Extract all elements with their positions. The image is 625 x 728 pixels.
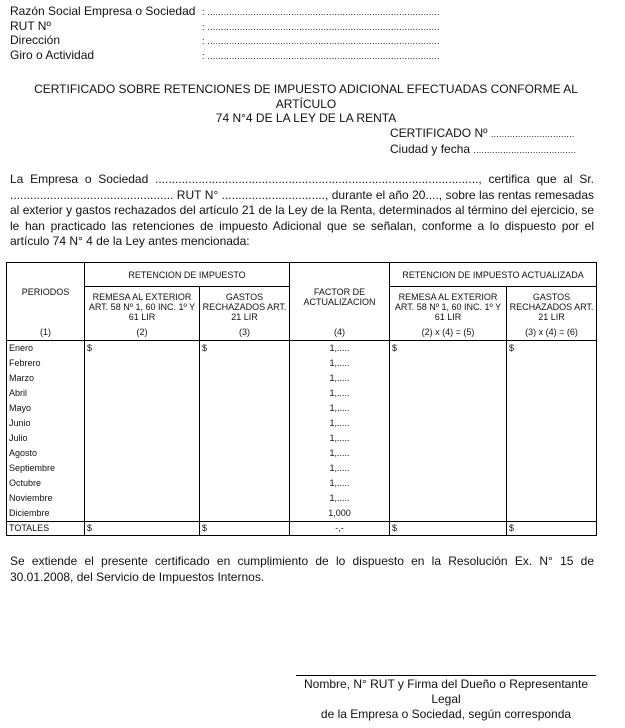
- factor-value: 1,.....: [329, 463, 350, 473]
- certificate-number-label: CERTIFICADO Nº: [390, 126, 488, 140]
- factor-value: 1,.....: [329, 403, 350, 413]
- month-label: Febrero: [9, 358, 41, 368]
- periodos-header-top: [7, 263, 85, 287]
- col-number-3: (3): [200, 327, 290, 341]
- field-value: : ......................................................................................: [202, 21, 440, 32]
- signature-line-1: Nombre, N° RUT y Firma del Dueño o Representante Legal: [303, 677, 589, 706]
- remesa-act-values-cell[interactable]: [390, 341, 507, 522]
- city-date-dots: ......................................: [473, 145, 577, 155]
- factor-value: 1,.....: [329, 418, 350, 428]
- total-remesa-act[interactable]: $: [390, 522, 507, 536]
- field-value: : ......................................................................................: [202, 7, 440, 17]
- month-label: Noviembre: [9, 493, 53, 503]
- city-date: [390, 142, 576, 158]
- month-label: Enero: [9, 343, 34, 353]
- currency-symbol: $: [392, 343, 398, 353]
- city-date-label: Ciudad y fecha: [390, 142, 471, 156]
- document-title: [6, 82, 606, 126]
- month-label: Junio: [9, 418, 31, 428]
- factor-value: 1,.....: [329, 478, 350, 488]
- col-number-1: (1): [7, 327, 85, 341]
- factor-value: 1,.....: [329, 358, 350, 368]
- factor-header-top: [290, 263, 390, 287]
- currency-symbol: $: [509, 343, 515, 353]
- certificate-info: [390, 126, 576, 158]
- month-label: Diciembre: [9, 508, 50, 518]
- factor-value: 1,.....: [329, 493, 350, 503]
- col-header-remesa-act: REMESA AL EXTERIOR ART. 58 Nº 1, 60 INC. 1º Y 61 LIR: [390, 287, 507, 327]
- field-label: Razón Social Empresa o Sociedad: [10, 4, 196, 18]
- title-line-2: 74 N°4 DE LA LEY DE LA RENTA: [215, 111, 397, 125]
- col-header-periodos: PERIODOS: [7, 287, 85, 327]
- field-value: : ......................................................................................: [202, 50, 440, 61]
- factor-value: 1,.....: [329, 343, 350, 353]
- group-header-actualizada: RETENCION DE IMPUESTO ACTUALIZADA: [390, 263, 597, 287]
- field-value: : ......................................................................................: [202, 36, 440, 46]
- signature-block: [296, 677, 596, 722]
- total-gastos-act[interactable]: $: [507, 522, 597, 536]
- month-label: Agosto: [9, 448, 38, 458]
- intro-paragraph: La Empresa o Sociedad ................................................................................................., certifica que al Sr. ................................................. RUT N° ..............................., durante el año 20...., sobre las rentas remesadas al exterior y gastos rechazados del artículo 21 de la Ley de la Renta, determinados al término del ejercicio, se le han practicado las retenciones de impuesto Adicional que se señalan, conforme a lo dispuesto por el artículo 74 N° 4 de la Ley antes mencionada:: [10, 172, 594, 248]
- footer-paragraph: Se extiende el presente certificado en cumplimiento de lo dispuesto en la Resolución Ex. N° 15 de 30.01.2008, del Servicio de Impuestos Internos.: [10, 554, 594, 584]
- factor-value: 1,000: [328, 508, 351, 518]
- gastos-act-values-cell[interactable]: [507, 341, 597, 522]
- total-gastos[interactable]: $: [200, 522, 290, 536]
- currency-symbol: $: [87, 343, 93, 353]
- month-label: Marzo: [9, 373, 35, 383]
- total-remesa[interactable]: $: [85, 522, 200, 536]
- totals-label: TOTALES: [7, 522, 85, 536]
- field-rut: [10, 19, 440, 34]
- signature-line: [296, 675, 596, 676]
- col-number-2: (2): [85, 327, 200, 341]
- header-fields: [10, 4, 440, 62]
- factors-cell: [290, 341, 390, 522]
- field-giro: [10, 48, 440, 63]
- field-razon-social: [10, 4, 440, 19]
- month-label: Septiembre: [9, 463, 56, 473]
- certificate-number-dots: ...............................: [490, 129, 575, 139]
- factor-value: 1,.....: [329, 373, 350, 383]
- remesa-values-cell[interactable]: [85, 341, 200, 522]
- field-direccion: [10, 33, 440, 48]
- factor-value: 1,.....: [329, 433, 350, 443]
- col-header-factor: FACTOR DE ACTUALIZACION: [290, 287, 390, 327]
- certificate-number: [390, 126, 576, 142]
- group-header-retencion: RETENCION DE IMPUESTO: [85, 263, 290, 287]
- col-number-6: (3) x (4) = (6): [507, 327, 597, 341]
- month-label: Abril: [9, 388, 28, 398]
- field-label: Giro o Actividad: [10, 47, 95, 62]
- gastos-values-cell[interactable]: [200, 341, 290, 522]
- factor-value: 1,.....: [329, 448, 350, 458]
- total-factor: -,-: [290, 522, 390, 536]
- field-label: Dirección: [10, 33, 61, 47]
- field-label: RUT Nº: [10, 18, 51, 33]
- month-label: Octubre: [9, 478, 42, 488]
- col-number-4: (4): [290, 327, 390, 341]
- currency-symbol: $: [202, 343, 208, 353]
- month-label: Julio: [9, 433, 28, 443]
- month-label: Mayo: [9, 403, 32, 413]
- retention-table: [6, 262, 597, 536]
- col-header-gastos: GASTOS RECHAZADOS ART. 21 LIR: [200, 287, 290, 327]
- col-header-gastos-act: GASTOS RECHAZADOS ART. 21 LIR: [507, 287, 597, 327]
- factor-value: 1,.....: [329, 388, 350, 398]
- col-header-remesa: REMESA AL EXTERIOR ART. 58 Nº 1, 60 INC. 1º Y 61 LIR: [85, 287, 200, 327]
- signature-line-2: de la Empresa o Sociedad, según corresponda: [320, 707, 572, 721]
- title-line-1: CERTIFICADO SOBRE RETENCIONES DE IMPUESTO ADICIONAL EFECTUADAS CONFORME AL ARTÍCULO: [34, 82, 578, 111]
- months-cell: [7, 341, 85, 522]
- col-number-5: (2) x (4) = (5): [390, 327, 507, 341]
